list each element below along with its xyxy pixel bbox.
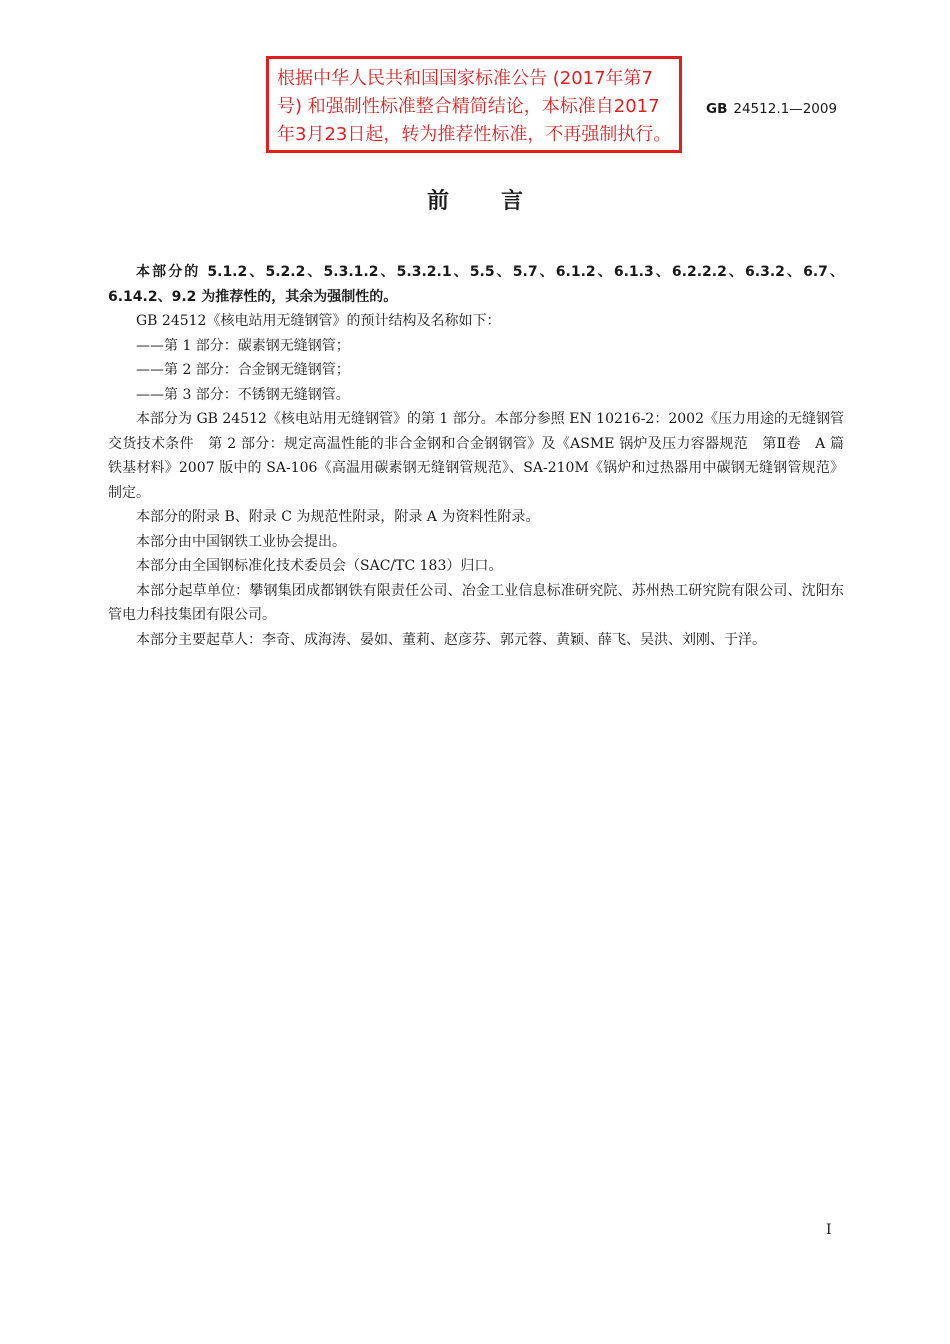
list-item-part-1: ——第 1 部分：碳素钢无缝钢管； — [136, 337, 350, 354]
list-item-part-3: ——第 3 部分：不锈钢无缝钢管。 — [136, 386, 350, 403]
paragraph-proposed-by: 本部分由中国钢铁工业协会提出。 — [136, 533, 346, 550]
paragraph-recommended-clauses: 本部分的 5.1.2、5.2.2、5.3.1.2、5.3.2.1、5.5、5.7、6.1.2、6.1.3、6.2.2.2、6.3.2、6.7、6.14.2、9.2 为推荐性的，其余为强制性的。 — [108, 264, 844, 305]
standard-number: 24512.1—2009 — [733, 101, 838, 117]
page-number: I — [826, 1222, 832, 1238]
paragraph-drafting-units: 本部分起草单位：攀钢集团成都钢铁有限责任公司、冶金工业信息标准研究院、苏州热工研究院有限公司、沈阳东管电力科技集团有限公司。 — [108, 582, 844, 623]
paragraph-annexes: 本部分的附录 B、附录 C 为规范性附录，附录 A 为资料性附录。 — [136, 509, 540, 525]
notice-box — [266, 56, 682, 153]
standard-code — [706, 101, 837, 117]
paragraph-administered-by: 本部分由全国钢标准化技术委员会（SAC/TC 183）归口。 — [136, 558, 503, 574]
notice-text: 根据中华人民共和国国家标准公告 (2017年第7号) 和强制性标准整合精简结论，本标准自2017年3月23日起，转为推荐性标准，不再强制执行。 — [277, 68, 672, 145]
paragraph-drafters: 本部分主要起草人：李奇、成海涛、晏如、董莉、赵彦芬、郭元蓉、黄颖、薛飞、吴洪、刘刚、于洋。 — [136, 631, 766, 648]
page-title: 前言 — [426, 189, 575, 214]
paragraph-structure-intro: GB 24512《核电站用无缝钢管》的预计结构及名称如下： — [136, 313, 501, 329]
list-item-part-2: ——第 2 部分：合金钢无缝钢管； — [136, 362, 350, 378]
foreword-body — [108, 260, 858, 652]
paragraph-references: 本部分为 GB 24512《核电站用无缝钢管》的第 1 部分。本部分参照 EN 10216-2：2002《压力用途的无缝钢管 交货技术条件 第 2 部分：规定高温性能的非合金钢和合金钢钢管》及《ASME 锅炉及压力容器规范 第Ⅱ卷 A 篇 铁基材料》2007 版中的 SA-106《高温用碳素钢无缝钢管规范》、SA-210M《锅炉和过热器用中碳钢无缝钢管规范》制定。 — [108, 411, 858, 501]
standard-prefix: GB — [706, 101, 728, 117]
